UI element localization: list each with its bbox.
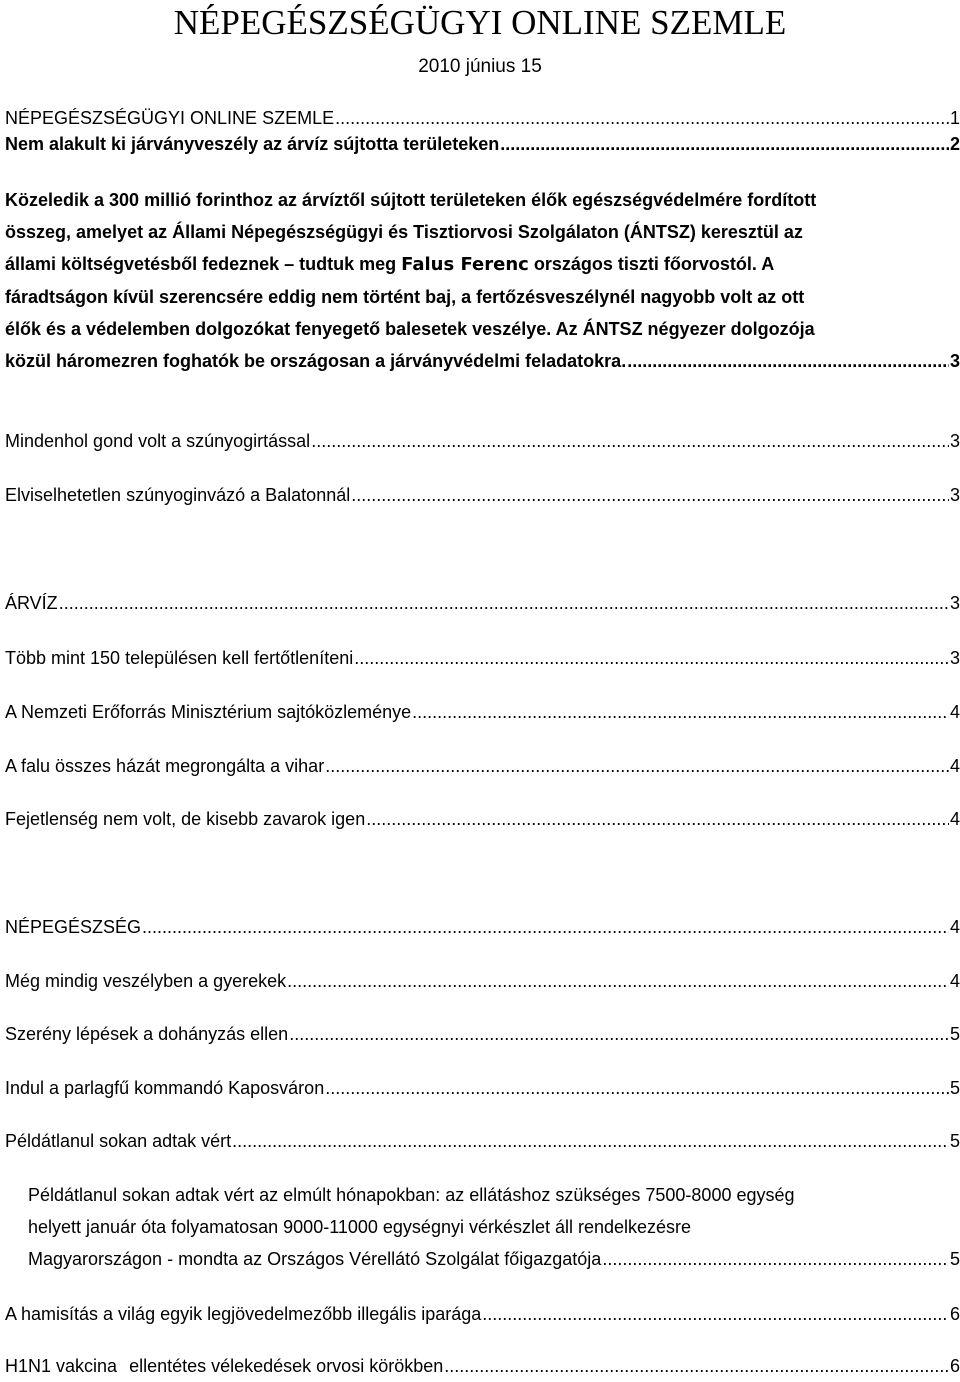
toc-entry[interactable] bbox=[5, 750, 960, 782]
toc-entry[interactable] bbox=[5, 965, 960, 997]
toc-page-number: 3 bbox=[949, 593, 960, 613]
toc-leader-dots bbox=[325, 1072, 949, 1104]
toc-page-number: 3 bbox=[949, 485, 960, 505]
toc-leader-dots bbox=[325, 750, 949, 782]
toc-leader-dots bbox=[412, 696, 949, 728]
toc-entry[interactable] bbox=[5, 642, 960, 674]
toc-entry-text: Szerény lépések a dohányzás ellen bbox=[5, 1024, 289, 1044]
toc-entry-text: A falu összes házát megrongálta a vihar bbox=[5, 756, 325, 776]
toc-page-number: 4 bbox=[949, 971, 960, 991]
toc-entry-text: élők és a védelemben dolgozókat fenyegető balesetek veszélye. Az ÁNTSZ négyezer dolgozója bbox=[5, 319, 815, 339]
toc-leader-dots bbox=[444, 1350, 949, 1382]
document-date: 2010 június 15 bbox=[418, 56, 542, 77]
toc-entry[interactable] bbox=[28, 1179, 960, 1275]
toc-entry-text: ÁRVÍZ bbox=[5, 593, 58, 613]
toc-entry[interactable] bbox=[5, 911, 960, 943]
document-title: NÉPEGÉSZSÉGÜGYI ONLINE SZEMLE bbox=[173, 3, 787, 42]
toc-leader-dots bbox=[366, 803, 949, 835]
toc-leader-dots bbox=[59, 587, 949, 619]
toc-entry-text: Több mint 150 településen kell fertőtleníteni bbox=[5, 648, 354, 668]
toc-entry-text: közül háromezren foghatók be országosan a járványvédelmi feladatokra. bbox=[5, 351, 627, 371]
toc-entry-text: A Nemzeti Erőforrás Minisztérium sajtóközleménye bbox=[5, 702, 412, 722]
toc-leader-dots bbox=[627, 345, 949, 377]
toc-page-number: 5 bbox=[949, 1078, 960, 1098]
toc-leader-dots bbox=[232, 1125, 949, 1157]
toc-leader-dots bbox=[354, 642, 949, 674]
toc-entry[interactable] bbox=[5, 1125, 960, 1157]
toc-entry[interactable] bbox=[5, 1072, 960, 1104]
toc-page-number: 1 bbox=[949, 108, 960, 128]
toc-page-number: 5 bbox=[949, 1024, 960, 1044]
toc-page-number: 4 bbox=[949, 917, 960, 937]
toc-entry[interactable] bbox=[5, 1350, 960, 1382]
toc-entry-text: NÉPEGÉSZSÉG bbox=[5, 917, 142, 937]
toc-entry-text: Indul a parlagfű kommandó Kaposváron bbox=[5, 1078, 325, 1098]
toc-entry-text: NÉPEGÉSZSÉGÜGYI ONLINE SZEMLE bbox=[5, 108, 335, 128]
toc-entry-text: állami költségvetésből fedeznek – tudtuk meg Falus Ferenc országos tiszti főorvostól. A bbox=[5, 254, 775, 275]
toc-entry-text: Mindenhol gond volt a szúnyogirtással bbox=[5, 431, 311, 451]
toc-page-number: 4 bbox=[949, 702, 960, 722]
toc-entry[interactable] bbox=[5, 425, 960, 457]
toc-entry-text: Fejetlenség nem volt, de kisebb zavarok igen bbox=[5, 809, 366, 829]
toc-entry[interactable] bbox=[5, 587, 960, 619]
toc-entry-text: Példátlanul sokan adtak vért az elmúlt hónapokban: az ellátáshoz szükséges 7500-8000 egység bbox=[28, 1185, 795, 1205]
person-name: Falus Ferenc bbox=[401, 254, 529, 275]
toc-page-number: 4 bbox=[949, 756, 960, 776]
toc-leader-dots bbox=[287, 965, 949, 997]
toc-entry-text: összeg, amelyet az Állami Népegészségügyi és Tisztiorvosi Szolgálaton (ÁNTSZ) keresztül az bbox=[5, 222, 803, 242]
toc-entry-text: Magyarországon - mondta az Országos Vérellátó Szolgálat főigazgatója bbox=[28, 1249, 602, 1269]
toc-entry[interactable] bbox=[5, 184, 960, 377]
toc-entry-text: helyett január óta folyamatosan 9000-11000 egységnyi vérkészlet áll rendelkezésre bbox=[28, 1217, 692, 1237]
toc-entry-text: Példátlanul sokan adtak vért bbox=[5, 1131, 232, 1151]
toc-leader-dots bbox=[311, 425, 949, 457]
toc-page-number: 2 bbox=[949, 134, 960, 154]
toc-entry[interactable] bbox=[5, 803, 960, 835]
toc-entry-text: Közeledik a 300 millió forinthoz az árvíztől sújtott területeken élők egészségvédelmére fordított bbox=[5, 190, 817, 210]
toc-page-number: 4 bbox=[949, 809, 960, 829]
toc-entry-text: Elviselhetetlen szúnyoginvázó a Balatonnál bbox=[5, 485, 351, 505]
toc-entry[interactable] bbox=[5, 1018, 960, 1050]
toc-leader-dots bbox=[351, 479, 949, 511]
toc-page-number: 3 bbox=[949, 431, 960, 451]
toc-entry-text: H1N1 vakcina ellentétes vélekedések orvosi körökben bbox=[5, 1356, 444, 1376]
toc-entry[interactable] bbox=[5, 696, 960, 728]
toc-page-number: 5 bbox=[949, 1131, 960, 1151]
toc-entry-text: Nem alakult ki járványveszély az árvíz sújtotta területeken bbox=[5, 134, 500, 154]
toc-leader-dots bbox=[289, 1018, 949, 1050]
toc-page-number: 5 bbox=[949, 1249, 960, 1269]
toc-page-number: 3 bbox=[949, 351, 960, 371]
toc-entry[interactable] bbox=[5, 128, 960, 160]
toc-entry-text: A hamisítás a világ egyik legjövedelmezőbb illegális iparága bbox=[5, 1304, 482, 1324]
toc-leader-dots bbox=[482, 1298, 949, 1330]
toc-entry[interactable] bbox=[5, 479, 960, 511]
toc-leader-dots bbox=[602, 1243, 949, 1275]
toc-entry-text: fáradtságon kívül szerencsére eddig nem történt baj, a fertőzésveszélynél nagyobb volt az ott bbox=[5, 287, 805, 307]
toc-leader-dots bbox=[500, 128, 949, 160]
toc-entry-text: Még mindig veszélyben a gyerekek bbox=[5, 971, 287, 991]
toc-entry[interactable] bbox=[5, 1298, 960, 1330]
toc-leader-dots bbox=[142, 911, 949, 943]
toc-page-number: 3 bbox=[949, 648, 960, 668]
toc-page-number: 6 bbox=[949, 1356, 960, 1376]
toc-page-number: 6 bbox=[949, 1304, 960, 1324]
